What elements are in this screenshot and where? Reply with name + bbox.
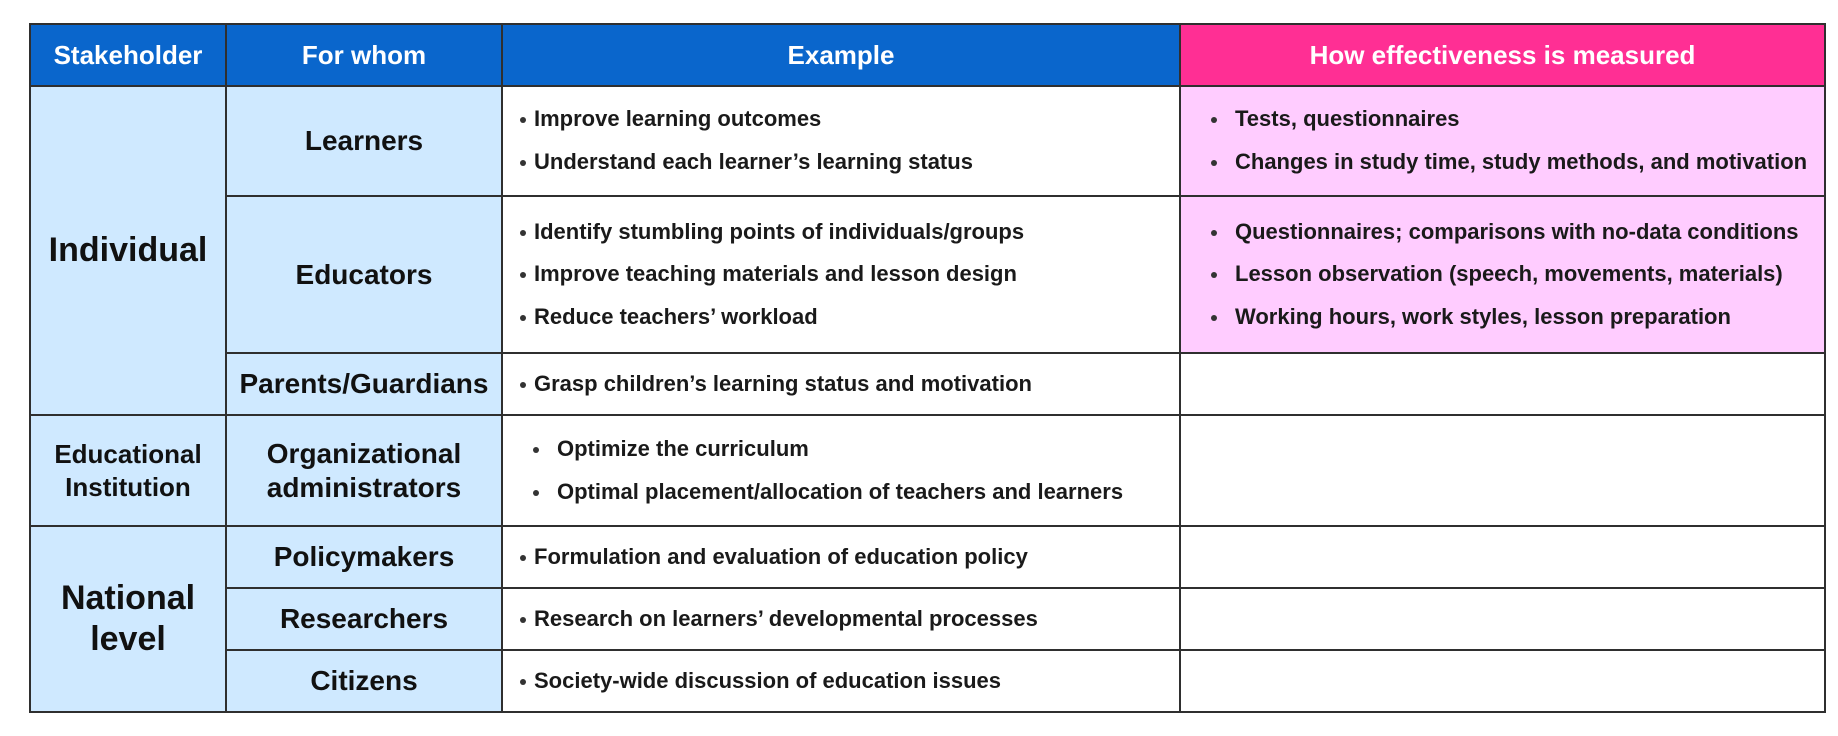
measure-cell-policymakers: [1180, 526, 1825, 588]
for-whom-administrators-line1: Organizational: [266, 437, 462, 469]
stakeholder-effectiveness-table: [29, 23, 1826, 713]
example-cell-administrators: [502, 415, 1180, 526]
for-whom-educators: Educators: [226, 196, 502, 353]
list-item: Tests, questionnaires: [1235, 105, 1824, 134]
table-row-administrators: [30, 415, 1825, 526]
list-item: Reduce teachers’ workload: [534, 303, 1179, 332]
for-whom-parents: Parents/Guardians: [226, 353, 502, 415]
measure-cell-educators: [1180, 196, 1825, 353]
table-row-researchers: [30, 588, 1825, 650]
example-cell-researchers: [502, 588, 1180, 650]
measure-cell-citizens: [1180, 650, 1825, 712]
list-item: Research on learners’ developmental processes: [534, 605, 1179, 634]
group-institution-label-line1: Educational: [54, 439, 202, 469]
header-stakeholder: Stakeholder: [30, 24, 226, 86]
table-row-policymakers: [30, 526, 1825, 588]
measure-cell-learners: [1180, 86, 1825, 196]
for-whom-administrators: [226, 415, 502, 526]
list-item: Optimize the curriculum: [557, 435, 1179, 464]
example-list-administrators: [503, 435, 1179, 506]
example-list-policymakers: [503, 543, 1179, 572]
group-national-label-line2: level: [90, 620, 166, 658]
measure-cell-administrators: [1180, 415, 1825, 526]
table-row-citizens: [30, 650, 1825, 712]
measure-cell-researchers: [1180, 588, 1825, 650]
list-item: Improve learning outcomes: [534, 105, 1179, 134]
list-item: Working hours, work styles, lesson preparation: [1235, 303, 1824, 332]
list-item: Identify stumbling points of individuals/groups: [534, 218, 1179, 247]
table-row-learners: [30, 86, 1825, 196]
header-for-whom: For whom: [226, 24, 502, 86]
example-list-educators: [503, 218, 1179, 332]
group-institution-label-line2: Institution: [65, 471, 191, 502]
for-whom-policymakers: Policymakers: [226, 526, 502, 588]
group-individual: [30, 86, 226, 415]
group-national-label-line1: National: [60, 579, 196, 618]
example-cell-learners: [502, 86, 1180, 196]
example-list-researchers: [503, 605, 1179, 634]
header-row: [30, 24, 1825, 86]
measure-cell-parents: [1180, 353, 1825, 415]
example-cell-policymakers: [502, 526, 1180, 588]
list-item: Understand each learner’s learning status: [534, 148, 1179, 177]
list-item: Grasp children’s learning status and motivation: [534, 370, 1179, 399]
example-list-parents: [503, 370, 1179, 399]
for-whom-researchers: Researchers: [226, 588, 502, 650]
for-whom-administrators-line2: administrators: [266, 471, 462, 503]
example-cell-educators: [502, 196, 1180, 353]
table-row-parents: [30, 353, 1825, 415]
list-item: Formulation and evaluation of education policy: [534, 543, 1179, 572]
for-whom-learners: Learners: [226, 86, 502, 196]
header-example: Example: [502, 24, 1180, 86]
for-whom-citizens: Citizens: [226, 650, 502, 712]
measure-list-learners: [1181, 105, 1824, 176]
list-item: Changes in study time, study methods, and motivation: [1235, 148, 1824, 177]
example-list-citizens: [503, 667, 1179, 696]
group-national-level: [30, 526, 226, 712]
group-individual-label: Individual: [48, 231, 208, 270]
example-cell-citizens: [502, 650, 1180, 712]
group-educational-institution: [30, 415, 226, 526]
list-item: Lesson observation (speech, movements, materials): [1235, 260, 1824, 289]
measure-list-educators: [1181, 218, 1824, 332]
example-list-learners: [503, 105, 1179, 176]
stakeholder-effectiveness-table-container: [29, 23, 1824, 712]
list-item: Questionnaires; comparisons with no-data conditions: [1235, 218, 1824, 247]
example-cell-parents: [502, 353, 1180, 415]
list-item: Improve teaching materials and lesson design: [534, 260, 1179, 289]
list-item: Society-wide discussion of education issues: [534, 667, 1179, 696]
header-effectiveness-measure: How effectiveness is measured: [1180, 24, 1825, 86]
table-row-educators: [30, 196, 1825, 353]
list-item: Optimal placement/allocation of teachers and learners: [557, 478, 1179, 507]
